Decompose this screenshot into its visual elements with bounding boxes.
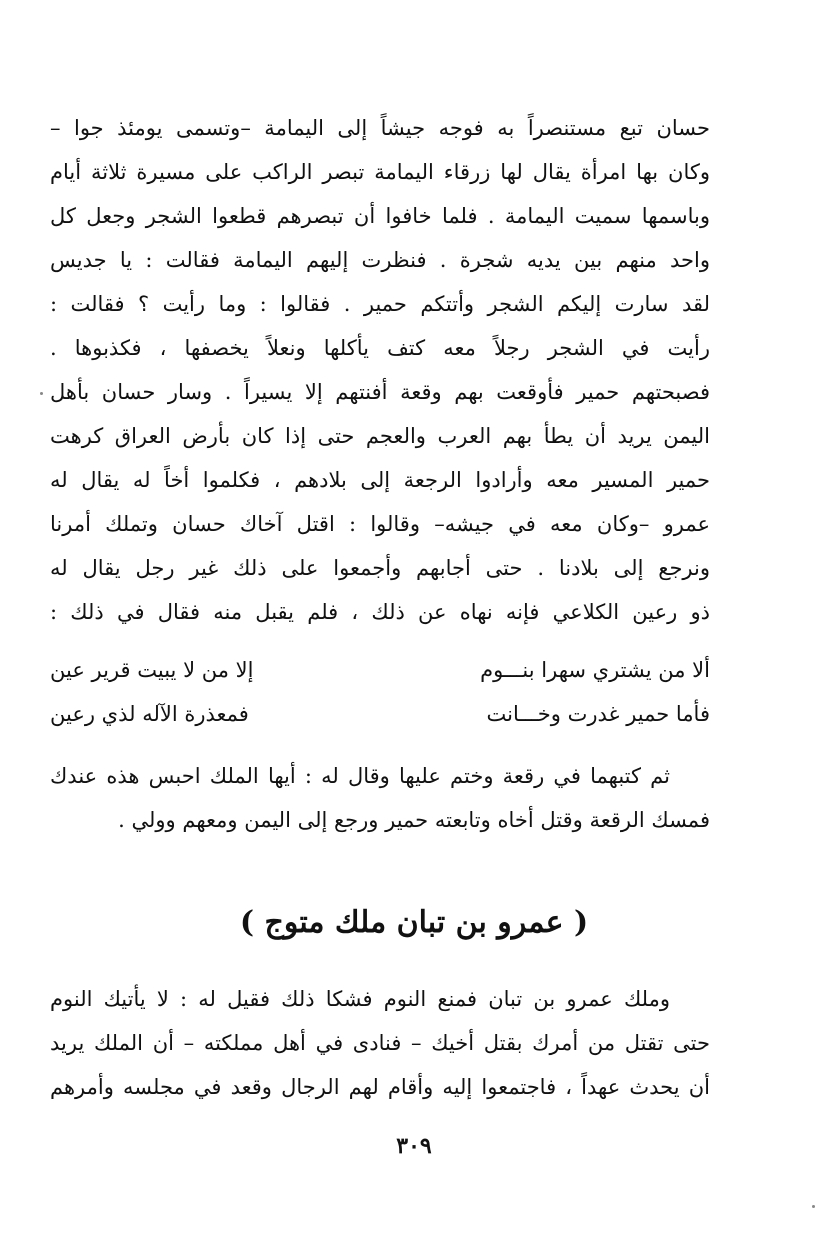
verse-first-hemistich: ألا من يشتري سهرا بنـــوم	[480, 658, 710, 682]
text-line: ذو رعين الكلاعي فإنه نهاه عن ذلك ، فلم يقبل منه فقال في ذلك :	[50, 600, 710, 624]
text-line: اليمن يريد أن يطأ بهم العرب والعجم حتى إذا كان بأرض العراق كرهت	[50, 424, 710, 448]
text-line: لقد سارت إليكم الشجر وأتتكم حمير . فقالوا : وما رأيت ؟ فقالت :	[50, 292, 710, 316]
text-line: رأيت في الشجر رجلاً معه كتف يأكلها ونعلاً يخصفها ، فكذبوها .	[50, 336, 710, 360]
text-line: حتى تقتل من أمرك بقتل أخيك – فنادى في أهل مملكته – أن الملك يريد	[50, 1031, 710, 1055]
text-line: فمسك الرقعة وقتل أخاه وتابعته حمير ورجع إلى اليمن ومعهم وولي .	[118, 808, 710, 832]
scan-speck	[812, 1205, 815, 1208]
text-line: وكان بها امرأة يقال لها زرقاء اليمامة تبصر الراكب على مسيرة ثلاثة أيام	[50, 160, 710, 184]
text-line: أن يحدث عهداً ، فاجتمعوا إليه وأقام لهم الرجال وقعد في مجلسه وأمرهم	[50, 1075, 710, 1099]
text-line: عمرو –وكان معه في جيشه– وقالوا : اقتل آخاك حسان وتملك أمرنا	[50, 512, 710, 536]
verse-second-hemistich: فمعذرة الآله لذي رعين	[50, 702, 249, 726]
scan-speck	[40, 392, 43, 395]
verse-second-hemistich: إلا من لا يبيت قرير عين	[50, 658, 254, 682]
verse-first-hemistich: فأما حمير غدرت وخـــانت	[486, 702, 710, 726]
section-heading: ( عمرو بن تبان ملك متوج )	[239, 905, 589, 940]
text-line: حسان تبع مستنصراً به فوجه جيشاً إلى اليمامة –وتسمى يومئذ جوا –	[50, 116, 710, 140]
text-line: ونرجع إلى بلادنا . حتى أجابهم وأجمعوا على ذلك غير رجل يقال له	[50, 556, 710, 580]
text-line: واحد منهم بين يديه شجرة . فنظرت إليهم اليمامة فقالت : يا جديس	[50, 248, 710, 272]
text-line: وملك عمرو بن تبان فمنع النوم فشكا ذلك فقيل له : لا يأتيك النوم	[50, 987, 670, 1011]
text-line: حمير المسير معه وأرادوا الرجعة إلى بلادهم ، فكلموا أخاً له يقال له	[50, 468, 710, 492]
page-number: ٣٠٩	[396, 1133, 432, 1159]
text-line: وباسمها سميت اليمامة . فلما خافوا أن تبصرهم قطعوا الشجر وجعل كل	[50, 204, 710, 228]
text-line: ثم كتبهما في رقعة وختم عليها وقال له : أيها الملك احبس هذه عندك	[50, 764, 670, 788]
text-line: فصبحتهم حمير فأوقعت بهم وقعة أفنتهم إلا يسيراً . وسار حسان بأهل	[50, 380, 710, 404]
